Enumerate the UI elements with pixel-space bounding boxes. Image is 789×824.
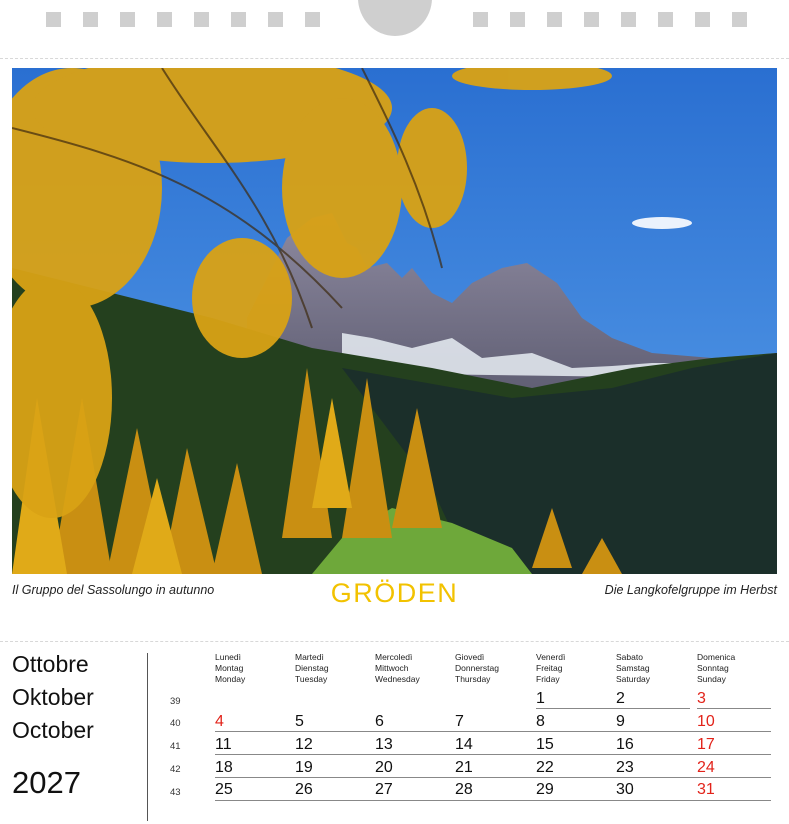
day-cell: 22 [536, 759, 554, 776]
week-number: 41 [170, 741, 181, 752]
photo-caption-german: Die Langkofelgruppe im Herbst [604, 583, 777, 597]
row-rule [215, 800, 771, 801]
day-cell: 27 [375, 781, 393, 798]
day-cell: 12 [295, 736, 313, 753]
week-number: 42 [170, 764, 181, 775]
day-cell: 2 [616, 690, 625, 707]
landscape-photo [12, 68, 777, 574]
weekday-header-saturday: Sabato Samstag Saturday [616, 652, 651, 684]
week-number: 43 [170, 787, 181, 798]
row-rule [215, 777, 771, 778]
divider-line [147, 653, 148, 821]
day-cell-sunday: 3 [697, 690, 706, 707]
week-number: 40 [170, 718, 181, 729]
row-rule [616, 708, 690, 709]
month-name-italian: Ottobre [12, 651, 89, 677]
day-cell: 19 [295, 759, 313, 776]
day-cell: 20 [375, 759, 393, 776]
day-cell: 23 [616, 759, 634, 776]
weekday-header-wednesday: Mercoledì Mittwoch Wednesday [375, 652, 420, 684]
day-cell: 5 [295, 713, 304, 730]
week-number: 39 [170, 696, 181, 707]
perforation-line-lower [0, 641, 789, 642]
day-cell: 14 [455, 736, 473, 753]
day-cell: 29 [536, 781, 554, 798]
day-cell-holiday: 4 [215, 713, 224, 730]
photo-caption-italian: Il Gruppo del Sassolungo in autunno [12, 583, 215, 597]
hanger-hole [358, 0, 432, 36]
day-cell: 16 [616, 736, 634, 753]
weekday-header-sunday: Domenica Sonntag Sunday [697, 652, 736, 684]
day-cell: 8 [536, 713, 545, 730]
month-name-german: Oktober [12, 684, 94, 710]
day-cell-sunday: 24 [697, 759, 715, 776]
day-cell: 7 [455, 713, 464, 730]
perforation-line [0, 58, 789, 59]
day-cell: 9 [616, 713, 625, 730]
day-cell: 28 [455, 781, 473, 798]
year: 2027 [12, 765, 81, 800]
row-rule [697, 708, 771, 709]
day-cell: 13 [375, 736, 393, 753]
day-cell: 18 [215, 759, 233, 776]
day-cell: 21 [455, 759, 473, 776]
day-cell: 1 [536, 690, 545, 707]
day-cell: 30 [616, 781, 634, 798]
day-cell-sunday: 31 [697, 781, 715, 798]
month-name-english: October [12, 717, 94, 743]
day-cell: 11 [215, 736, 232, 753]
weekday-header-friday: Venerdì Freitag Friday [536, 652, 566, 684]
month-names [12, 648, 94, 747]
place-name: GRÖDEN [330, 578, 459, 608]
weekday-header-monday: Lunedì Montag Monday [215, 652, 246, 684]
row-rule [215, 731, 771, 732]
day-cell: 26 [295, 781, 313, 798]
row-rule [215, 754, 771, 755]
day-cell-sunday: 10 [697, 713, 715, 730]
weekday-header-thursday: Giovedì Donnerstag Thursday [455, 652, 499, 684]
weekday-header-tuesday: Martedì Dienstag Tuesday [295, 652, 329, 684]
day-cell: 15 [536, 736, 554, 753]
day-cell: 6 [375, 713, 384, 730]
day-cell-sunday: 17 [697, 736, 715, 753]
day-cell: 25 [215, 781, 233, 798]
